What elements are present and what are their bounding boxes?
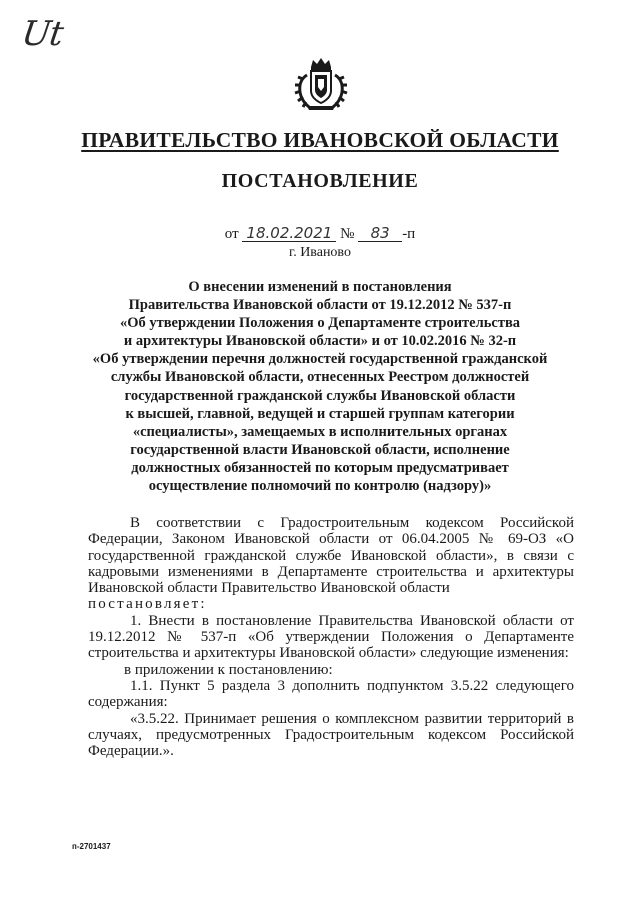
preamble-paragraph (88, 515, 574, 613)
subject-line: к высшей, главной, ведущей и старшей группам категории (125, 405, 515, 422)
item-1-1: 1.1. Пункт 5 раздела 3 дополнить подпунктом 3.5.22 следующего содержания: (88, 677, 574, 711)
coat-of-arms-icon (293, 57, 349, 111)
subject-line: должностных обязанностей по которым предусматривает (131, 459, 509, 476)
item-1-intro: в приложении к постановлению: (124, 661, 333, 678)
from-label: от (224, 226, 239, 242)
subject-line: государственной гражданской службы Ивановской области (124, 387, 516, 404)
subject-line: и архитектуры Ивановской области» и от 10.02.2016 № 32-п (123, 333, 517, 350)
resolves-word: постановляет: (88, 596, 207, 613)
number-label: № (340, 226, 355, 242)
document-number: 83 (358, 226, 402, 242)
preamble-text: В соответствии с Градостроительным кодексом Российской Федерации, Законом Ивановской области от 06.04.2005 № 69-ОЗ «О государственной гражданской службе Ивановской области», в связи с кадровыми изменениями в Департаменте строительства и архитектуры Ивановской области Правительство Ивановской области (88, 515, 574, 597)
subject-line: «Об утверждении перечня должностей государственной гражданской (92, 351, 548, 368)
number-suffix: -п (402, 226, 416, 242)
date-number-line (0, 226, 640, 243)
subject-line: осуществление полномочий по контролю (надзору)» (148, 478, 492, 495)
subject-line: «специалисты», замещаемых в исполнительных органах (132, 423, 508, 440)
subject-line: Правительства Ивановской области от 19.12.2012 № 537-п (128, 297, 512, 314)
subject-line: О внесении изменений в постановления (188, 279, 452, 295)
document-type: ПОСТАНОВЛЕНИЕ (221, 170, 419, 192)
subject-line: государственной власти Ивановской области, исполнение (130, 441, 510, 458)
handwritten-mark: Ut (19, 14, 66, 54)
item-1: 1. Внести в постановление Правительства Ивановской области от 19.12.2012 № 537-п «Об утверждении Положения о Департаменте строительства и архитектуры Ивановской области» следующие изменения: (88, 612, 574, 662)
subject-line: «Об утверждении Положения о Департаменте строительства (119, 315, 521, 332)
document-code: п-2701437 (72, 842, 111, 851)
document-subject (70, 278, 570, 495)
city: г. Иваново (289, 245, 351, 260)
subject-line: службы Ивановской области, отнесенных Реестром должностей (110, 369, 530, 386)
document-body (88, 515, 574, 759)
item-1-1-text: «3.5.22. Принимает решения о комплексном развитии территорий в случаях, предусмотренных Градостроительным кодексом Российской Федерации.». (88, 710, 574, 760)
document-date: 18.02.2021 (242, 226, 336, 242)
government-title: ПРАВИТЕЛЬСТВО ИВАНОВСКОЙ ОБЛАСТИ (81, 128, 559, 152)
